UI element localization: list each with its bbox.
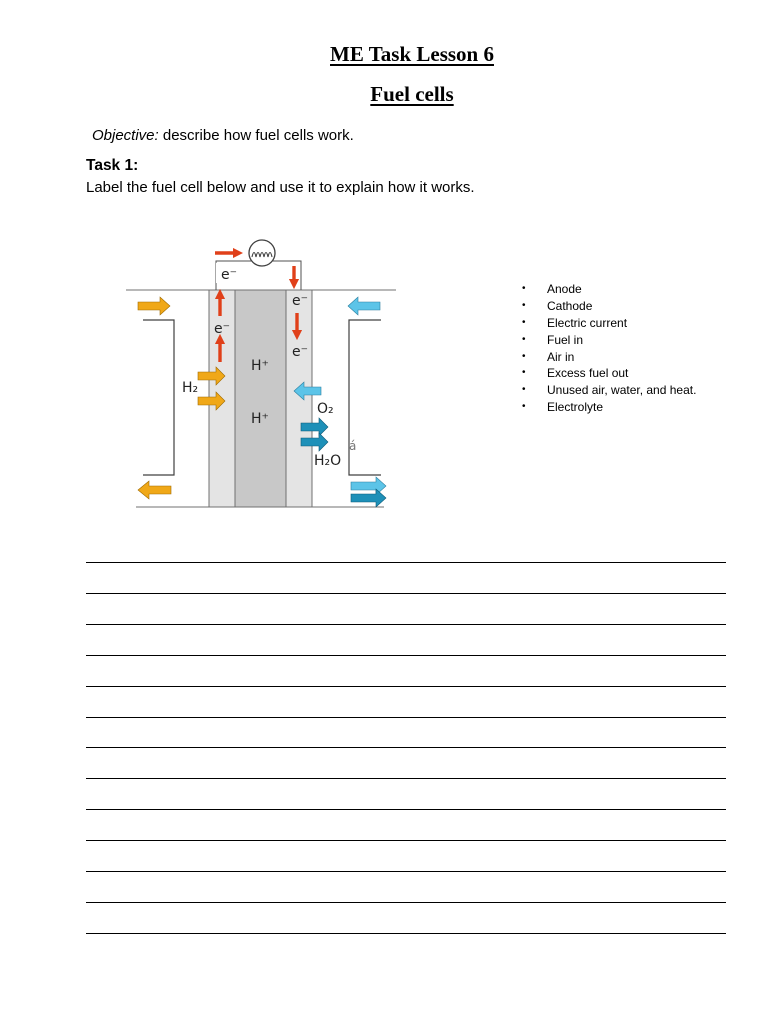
answer-line[interactable] bbox=[86, 809, 726, 810]
proton-label-lower: H⁺ bbox=[251, 411, 269, 427]
answer-line[interactable] bbox=[86, 871, 726, 872]
list-item bbox=[522, 332, 696, 349]
list-item bbox=[522, 365, 696, 382]
list-item-text: Cathode bbox=[547, 298, 593, 313]
bullet-icon: • bbox=[522, 367, 526, 379]
bullet-icon: • bbox=[522, 401, 526, 413]
oxygen-label: O₂ bbox=[317, 401, 334, 417]
answer-line[interactable] bbox=[86, 624, 726, 625]
answer-line[interactable] bbox=[86, 717, 726, 718]
hydrogen-label: H₂ bbox=[182, 380, 199, 396]
answer-line[interactable] bbox=[86, 778, 726, 779]
bullet-icon: • bbox=[522, 316, 526, 328]
bullet-icon: • bbox=[522, 333, 526, 345]
answer-line[interactable] bbox=[86, 933, 726, 934]
fuel-chamber-wall bbox=[143, 320, 174, 475]
page-title: ME Task Lesson 6 bbox=[330, 42, 494, 66]
list-item-text: Air in bbox=[547, 349, 575, 364]
bullet-icon: • bbox=[522, 283, 526, 294]
answer-line[interactable] bbox=[86, 562, 726, 563]
anode-electron-label: e⁻ bbox=[214, 321, 231, 337]
answer-line[interactable] bbox=[86, 747, 726, 748]
task-instruction: Label the fuel cell below and use it to explain how it works. bbox=[86, 179, 475, 196]
list-item-text: Fuel in bbox=[547, 332, 584, 347]
answer-line[interactable] bbox=[86, 593, 726, 594]
list-item bbox=[522, 399, 696, 416]
cathode-electrode bbox=[286, 290, 312, 507]
answer-line[interactable] bbox=[86, 655, 726, 656]
answer-line[interactable] bbox=[86, 840, 726, 841]
page-subtitle: Fuel cells bbox=[370, 82, 454, 106]
objective-text: describe how fuel cells work. bbox=[158, 127, 354, 144]
air-in-arrow-icon bbox=[348, 297, 380, 315]
list-item-text: Electrolyte bbox=[547, 400, 604, 415]
list-item bbox=[522, 298, 696, 315]
bullet-icon: • bbox=[522, 299, 526, 311]
proton-label-upper: H⁺ bbox=[251, 358, 269, 374]
answer-line[interactable] bbox=[86, 686, 726, 687]
unused-air-out-arrow-lower-icon bbox=[351, 489, 386, 507]
list-item-text: Unused air, water, and heat. bbox=[547, 383, 697, 398]
bullet-icon: • bbox=[522, 384, 526, 396]
water-label: H₂O bbox=[314, 453, 342, 469]
list-item bbox=[522, 349, 696, 366]
list-item-text: Anode bbox=[547, 282, 582, 296]
objective bbox=[92, 127, 354, 144]
answer-line[interactable] bbox=[86, 902, 726, 903]
list-item bbox=[522, 315, 696, 332]
circuit-electron-label: e⁻ bbox=[221, 267, 238, 283]
objective-label: Objective: bbox=[92, 127, 159, 144]
electrolyte-membrane bbox=[235, 290, 286, 507]
list-item-text: Excess fuel out bbox=[547, 366, 629, 381]
list-item-text: Electric current bbox=[547, 315, 628, 330]
unused-air-out-arrow-upper-icon bbox=[351, 477, 386, 495]
cathode-electron-label-lower: e⁻ bbox=[292, 344, 309, 360]
fuel-cell-diagram bbox=[118, 228, 408, 518]
excess-fuel-out-arrow-icon bbox=[138, 481, 171, 499]
list-item bbox=[522, 281, 696, 298]
label-word-bank bbox=[522, 281, 696, 416]
bullet-icon: • bbox=[522, 350, 526, 362]
task-heading: Task 1: bbox=[86, 157, 139, 174]
cathode-electron-label-top: e⁻ bbox=[292, 293, 309, 309]
list-item bbox=[522, 382, 696, 399]
fuel-in-arrow-icon bbox=[138, 297, 170, 315]
clipped-label-fragment: á bbox=[349, 439, 357, 453]
